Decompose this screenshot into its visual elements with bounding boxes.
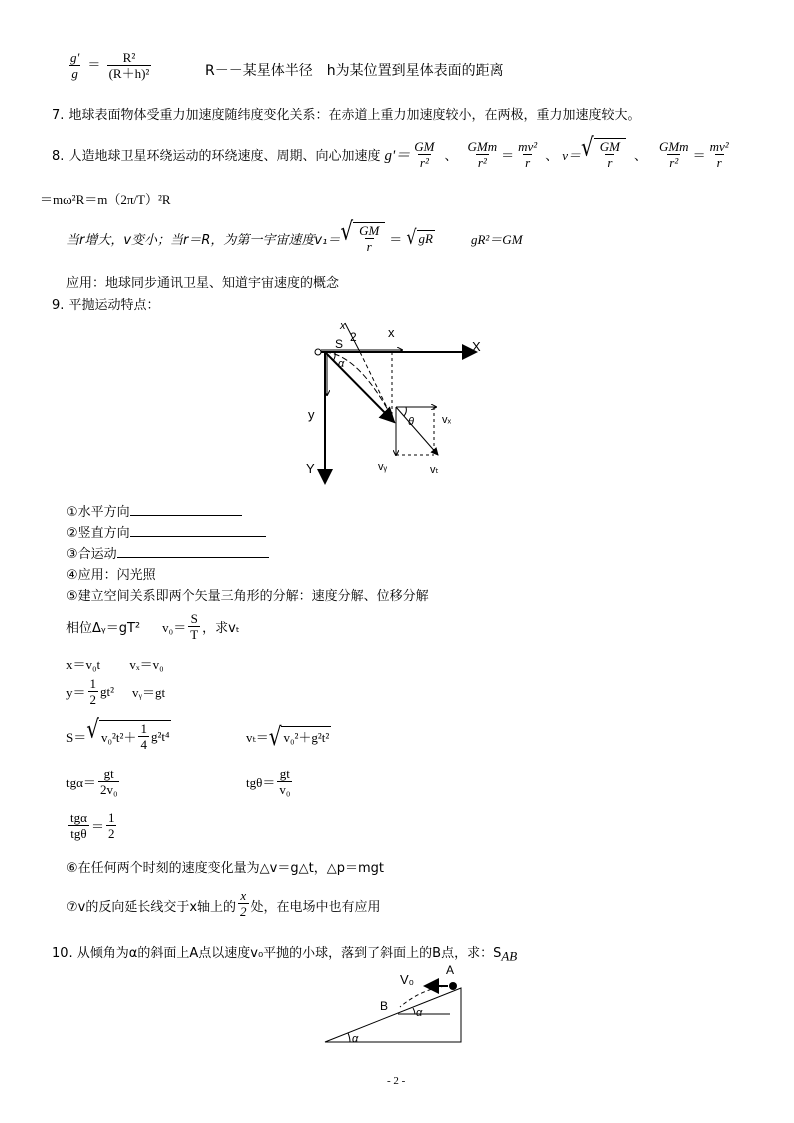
sep: 、 (444, 148, 458, 164)
t: T (190, 627, 199, 642)
item-9-title: 9. 平抛运动特点： (52, 298, 160, 313)
v-eq: v＝ (562, 147, 581, 163)
point-6: ⑥在任何两个时刻的速度变化量为△v＝g△t，△p＝mgt (66, 861, 384, 876)
r: r (525, 154, 531, 170)
point-5: ⑤建立空间关系即两个矢量三角形的分解：速度分解、位移分解 (66, 589, 429, 604)
rad-c: v₀²＋g²t² (281, 726, 331, 746)
r-squared: r² (419, 154, 429, 170)
point-1-text: ①水平方向 (66, 505, 130, 520)
label-capital-x: X (472, 339, 481, 354)
formula-x (66, 654, 164, 673)
gravity-height-formula: $\frac{g'}{g}$ ＝ $\frac{\text{R²}}{\text{(R＋h)²}}$ (70, 50, 150, 81)
page-number: - 2 - (387, 1075, 406, 1087)
gm: GM (599, 139, 620, 154)
label-vy: vᵧ (378, 461, 388, 473)
vy-eq: vᵧ＝gt (132, 685, 166, 700)
velocity-extension (360, 352, 394, 422)
point-7 (66, 888, 381, 919)
item-8-line2: ＝mω²R＝m（2π/T）²R (40, 192, 171, 207)
gm: GM (359, 223, 380, 238)
s: S (190, 611, 198, 626)
g-prime: g' (70, 50, 80, 65)
first-cosmic-speed-text: 当r增大，v变小；当r＝R，为第一宇宙速度v₁＝ (66, 232, 341, 248)
item-8-application: 应用：地球同步通讯卫星、知道宇宙速度的概念 (66, 276, 340, 291)
blank-2 (130, 524, 266, 537)
label-vt: vₜ (430, 464, 439, 476)
formula-vt (246, 721, 331, 751)
sqrt-gm-r: √ $\frac{GM}{r}$ (581, 138, 626, 170)
point-7-a: ⑦v的反向延长线交于x轴上的 (66, 900, 237, 915)
quarter-n: 1 (140, 721, 147, 736)
tg-theta-n: gt (279, 766, 290, 781)
projectile-diagram (300, 315, 500, 490)
incline-triangle (325, 988, 461, 1042)
tg-alpha-d: 2v₀ (99, 782, 118, 797)
formula-tg-theta (246, 766, 294, 797)
x-eq: x＝v₀t (66, 657, 101, 672)
s-eq: S＝ (66, 729, 87, 745)
r: r (366, 239, 372, 254)
gr2-gm: gR²＝GM (470, 231, 523, 247)
label-alpha-base: α (352, 1033, 359, 1045)
point-7-b: 处，在电场中也有应用 (250, 900, 381, 915)
point-3-text: ③合运动 (66, 547, 117, 562)
label-theta: θ (408, 416, 414, 428)
find-vt: ，求vₜ (202, 621, 240, 636)
r-squared: r² (669, 154, 679, 170)
gm: GM (414, 138, 435, 154)
radius-note: R－－某星体半径 h为某位置到星体表面的距离 (205, 63, 504, 79)
gmm: GMm (658, 138, 689, 154)
half-n: 1 (89, 676, 97, 691)
incline-diagram (320, 962, 470, 1047)
mv2: mv² (709, 138, 729, 154)
rad-b: g²t⁴ (150, 728, 170, 744)
g-prime-eq: g'＝ (384, 147, 411, 164)
y-eq: y＝ (66, 685, 86, 700)
label-v0: V₀ (400, 972, 415, 987)
tg-alpha-eq: tgα＝ (66, 775, 96, 790)
point-2 (66, 522, 266, 541)
label-vx: vₓ (442, 414, 452, 426)
label-x: x (388, 325, 395, 340)
tg-theta-eq: tgθ＝ (246, 775, 276, 790)
r-squared: r² (477, 154, 487, 170)
vt-eq: vₜ＝ (246, 729, 269, 745)
r: r (607, 155, 613, 170)
sqrt-vt: √ v₀²＋g²t² (268, 721, 330, 751)
point-2-text: ②竖直方向 (66, 526, 130, 541)
label-x-half-den: 2 (350, 330, 357, 344)
item-8-line3 (66, 215, 523, 254)
point-4: ④应用：闪光照 (66, 568, 156, 583)
formula-tg-alpha (66, 766, 121, 797)
formula-ratio (66, 810, 118, 841)
origin-point (315, 349, 321, 355)
gt2: gt² (100, 683, 115, 699)
tg-alpha-n: gt (103, 766, 114, 781)
formula-phase (66, 611, 240, 642)
sep: 、 (633, 148, 647, 164)
ball (449, 982, 457, 990)
alpha-arc (333, 352, 335, 361)
g: g (71, 66, 78, 81)
ratio-d: tgθ (70, 826, 87, 841)
item-10-text: 10. 从倾角为α的斜面上A点以速度v₀平抛的小球，落到了斜面上的B点，求：S (52, 946, 502, 961)
eq: ＝ (389, 231, 403, 247)
r: r (716, 154, 722, 170)
label-y: y (308, 407, 315, 422)
label-x-half-num: x (340, 320, 346, 332)
label-alpha-b: α (416, 1007, 423, 1019)
rad-a: v₀²t²＋ (100, 730, 137, 745)
label-capital-y: Y (306, 461, 315, 476)
ratio-n: tgα (70, 810, 87, 825)
mv2: mv² (518, 138, 538, 154)
ratio-half-n: 1 (107, 810, 115, 825)
gr: gR (418, 230, 433, 246)
sqrt-gr: √ gR (406, 224, 433, 249)
s-displacement (325, 352, 394, 422)
point-3 (66, 543, 269, 562)
alpha-arc-b (413, 1008, 415, 1014)
sqrt-gm-r-2: √ $\frac{GM}{r}$ (340, 222, 385, 254)
item-8-line1: 8. 人造地球卫星环绕运动的环绕速度、周期、向心加速度 g'＝ $\frac{GM}{\text{r²}}$ 、 $\frac{\text{GMm}}{\text{r²}}$ ＝ $\frac{\text{mv²}}{r}$ 、 v＝ √ $\frac{GM}{r}$ 、 $\frac{\text{GMm}}{\text{r²}}$ ＝ $\frac{\text{mv²}}{r}$ (52, 131, 729, 170)
ratio-half-d: 2 (107, 826, 115, 841)
half-d: 2 (89, 692, 97, 707)
rhs-numerator: R² (122, 50, 136, 65)
sep: 、 (545, 148, 559, 164)
blank-1 (130, 503, 242, 516)
vt-arrow (396, 407, 438, 455)
label-b: B (380, 999, 389, 1013)
quarter-d: 4 (140, 737, 147, 752)
v0-eq: v₀＝ (162, 620, 187, 635)
point-1 (66, 501, 242, 520)
phase-eq: 相位Δᵧ＝gT² (66, 621, 141, 636)
item-7: 7. 地球表面物体受重力加速度随纬度变化关系：在赤道上重力加速度较小，在两极，重力加速度较大。 (52, 108, 641, 123)
formula-s (66, 713, 171, 752)
tg-theta-d: v₀ (279, 782, 291, 797)
alpha-arc-base (348, 1033, 350, 1042)
item-8-text: 8. 人造地球卫星环绕运动的环绕速度、周期、向心加速度 (52, 148, 381, 164)
blank-3 (117, 545, 269, 558)
sqrt-s: √ v₀²t²＋ $\frac{1}{4}$ g²t⁴ (86, 713, 170, 752)
p7-half-d: 2 (240, 904, 247, 919)
p7-half-n: x (240, 888, 247, 903)
theta-arc (404, 407, 406, 416)
label-a: A (446, 963, 455, 977)
item-10-sub: AB (501, 948, 518, 964)
vx-eq: vₓ＝v₀ (129, 657, 164, 672)
gmm: GMm (467, 138, 498, 154)
ratio-eq: ＝ (90, 819, 104, 834)
rhs-denominator: (R＋h)² (108, 66, 150, 81)
formula-y (66, 676, 165, 707)
label-alpha: α (338, 358, 345, 370)
label-s: S (335, 337, 344, 351)
